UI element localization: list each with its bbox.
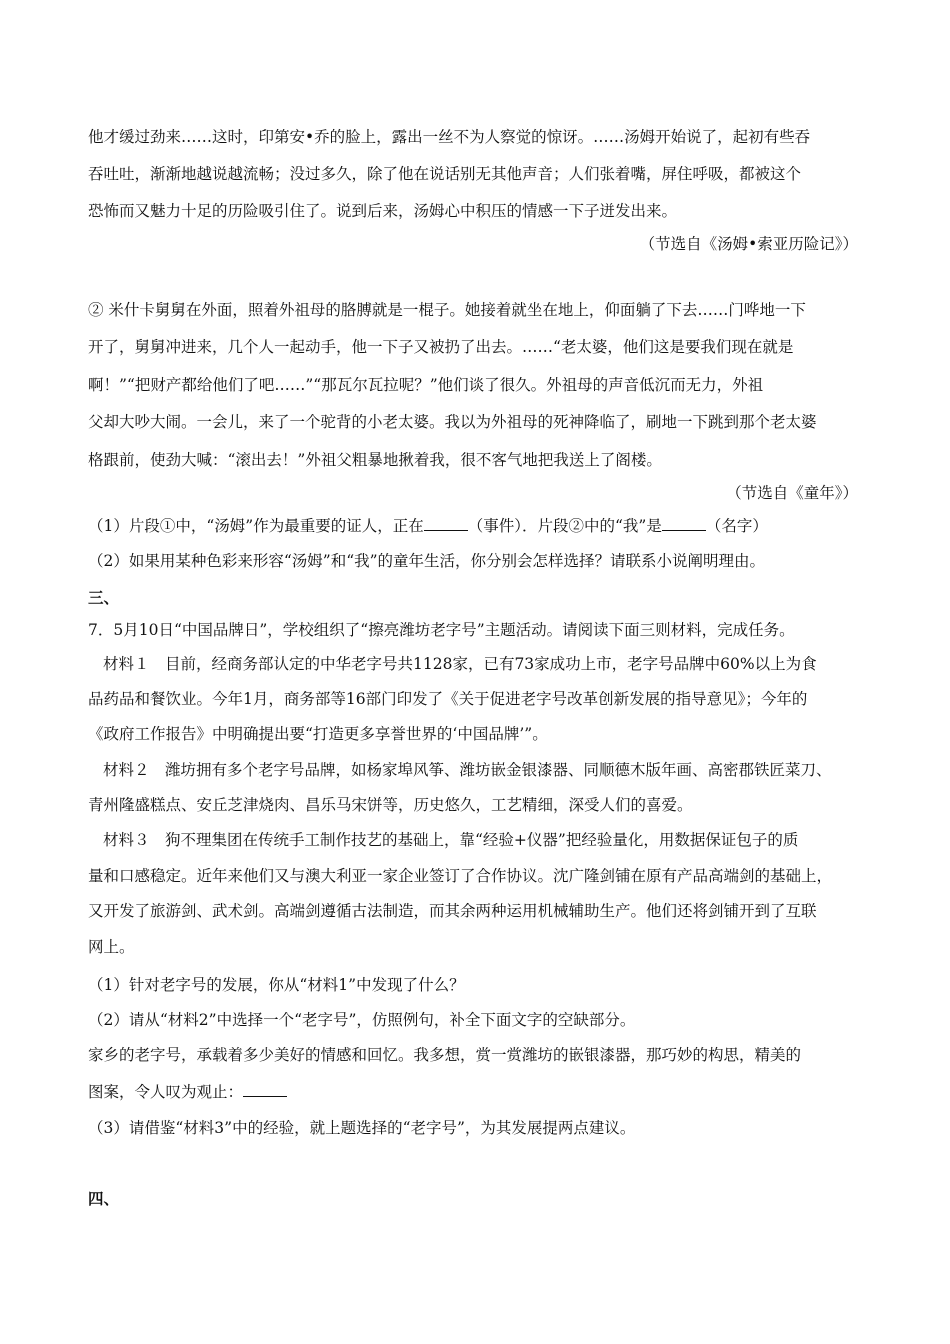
question-6-1-part-a: （1）片段①中，“汤姆”作为最重要的证人，正在 xyxy=(88,517,424,535)
passage2-line-2: 开了，舅舅冲进来，几个人一起动手，他一下子又被扔了出去。……“老太婆，他们这是要我们现在就是 xyxy=(88,338,794,356)
passage1-line-2: 吞吐吐，渐渐地越说越流畅；没过多久，除了他在说话别无其他声音；人们张着嘴，屏住呼吸，都被这个 xyxy=(88,165,802,183)
passage1-line-1: 他才缓过劲来……这时，印第安•乔的脸上，露出一丝不为人察觉的惊讶。……汤姆开始说了，起初有些吞 xyxy=(88,128,811,146)
material-1-line-1: 材料１ 目前，经商务部认定的中华老字号共1128家，已有73家成功上市，老字号品牌中60%以上为食 xyxy=(103,655,817,673)
question-6-1-part-b: （事件）．片段②中的“我”是 xyxy=(467,517,662,535)
example-line-1: 家乡的老字号，承载着多少美好的情感和回忆。我多想，赏一赏潍坊的嵌银漆器，那巧妙的构思，精美的 xyxy=(88,1046,802,1064)
answer-blank-name[interactable] xyxy=(662,518,706,531)
material-3-line-4: 网上。 xyxy=(88,938,135,956)
question-6-1 xyxy=(88,518,768,535)
material-1-line-3: 《政府工作报告》中明确提出要“打造更多享誉世界的‘中国品牌’”。 xyxy=(88,725,548,743)
answer-blank-event[interactable] xyxy=(424,518,468,531)
section-3-heading: 三、 xyxy=(88,588,120,607)
section-4-heading: 四、 xyxy=(88,1189,120,1208)
question-6-1-part-c: （名字） xyxy=(705,517,768,535)
passage2-source: （节选自《童年》） xyxy=(726,484,858,502)
passage2-line-4: 父却大吵大闹。一会儿，来了一个驼背的小老太婆。我以为外祖母的死神降临了，刷地一下跳到那个老太婆 xyxy=(88,413,817,431)
question-7-3: （3）请借鉴“材料3”中的经验，就上题选择的“老字号”，为其发展提两点建议。 xyxy=(88,1119,636,1137)
material-3-line-2: 量和口感稳定。近年来他们又与澳大利亚一家企业签订了合作协议。沈广隆剑铺在原有产品高端剑的基础上， xyxy=(88,867,833,885)
example-line-2 xyxy=(88,1084,287,1101)
material-3-line-3: 又开发了旅游剑、武术剑。高端剑遵循古法制造，而其余两种运用机械辅助生产。他们还将剑铺开到了互联 xyxy=(88,902,817,920)
question-6-2: （2）如果用某种色彩来形容“汤姆”和“我”的童年生活，你分别会怎样选择？请联系小说阐明理由。 xyxy=(88,552,766,570)
material-2-line-1: 材料２ 潍坊拥有多个老字号品牌，如杨家埠风筝、潍坊嵌金银漆器、同顺德木版年画、高密郡铁匠菜刀、 xyxy=(103,761,832,779)
question-7-1: （1）针对老字号的发展，你从“材料1”中发现了什么？ xyxy=(88,976,465,994)
passage2-line-1: ② 米什卡舅舅在外面，照着外祖母的胳膊就是一棍子。她接着就坐在地上，仰面躺了下去……门哗地一下 xyxy=(88,301,806,319)
material-1-line-2: 品药品和餐饮业。今年1月，商务部等16部门印发了《关于促进老字号改革创新发展的指导意见》；今年的 xyxy=(88,690,808,708)
example-line-2-text: 图案，令人叹为观止： xyxy=(88,1083,244,1101)
passage1-source: （节选自《汤姆•索亚历险记》） xyxy=(639,235,858,253)
passage1-line-3: 恐怖而又魅力十足的历险吸引住了。说到后来，汤姆心中积压的情感一下子迸发出来。 xyxy=(88,202,678,220)
material-3-line-1: 材料３ 狗不理集团在传统手工制作技艺的基础上，靠“经验+仪器”把经验量化，用数据保证包子的质 xyxy=(103,831,799,849)
answer-blank-example[interactable] xyxy=(243,1084,287,1097)
question-7-intro: 7．5月10日“中国品牌日”，学校组织了“擦亮潍坊老字号”主题活动。请阅读下面三则材料，完成任务。 xyxy=(88,621,795,639)
question-7-2: （2）请从“材料2”中选择一个“老字号”，仿照例句，补全下面文字的空缺部分。 xyxy=(88,1011,636,1029)
passage2-line-3: 啊！”“把财产都给他们了吧……”“那瓦尔瓦拉呢？”他们谈了很久。外祖母的声音低沉而无力，外祖 xyxy=(88,376,764,394)
material-2-line-2: 青州隆盛糕点、安丘芝津烧肉、昌乐马宋饼等，历史悠久，工艺精细，深受人们的喜爱。 xyxy=(88,796,693,814)
passage2-line-5: 格跟前，使劲大喊：“滚出去！”外祖父粗暴地揪着我，很不客气地把我送上了阁楼。 xyxy=(88,451,662,469)
